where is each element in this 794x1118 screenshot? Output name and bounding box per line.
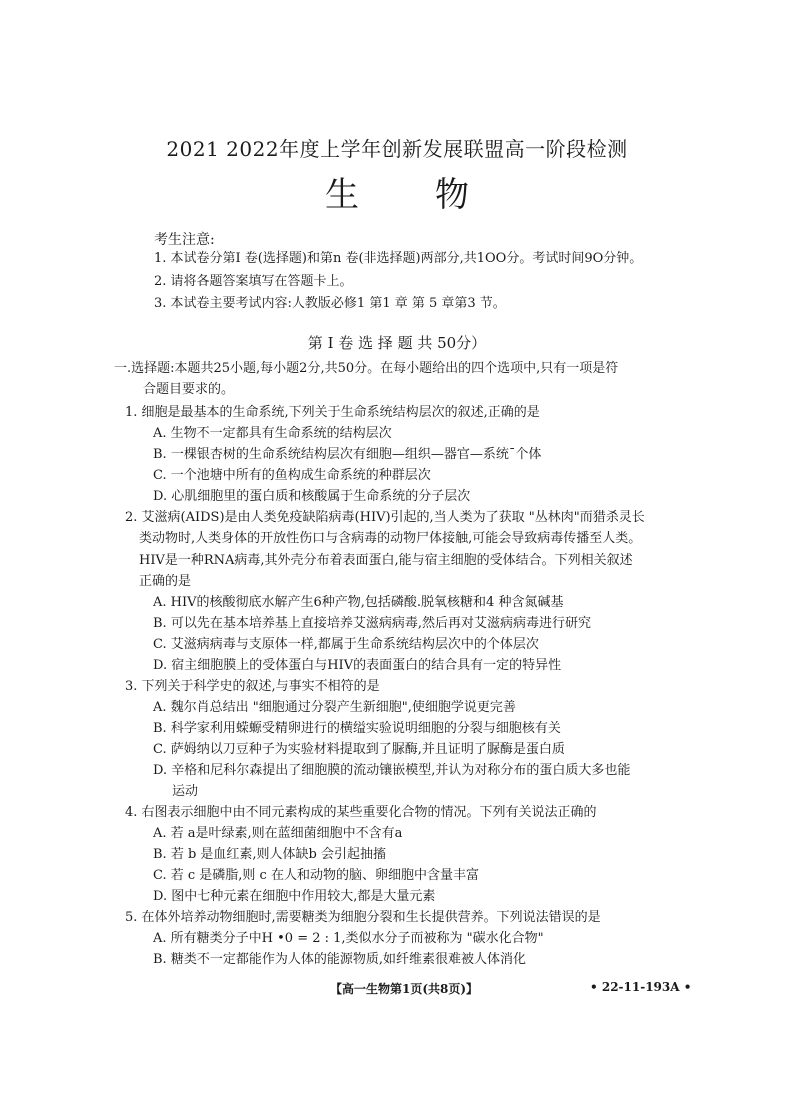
section-instructions: 合题目要求的。 (143, 382, 235, 397)
question-stem: 正确的是 (139, 574, 192, 589)
answer-option: 运动 (172, 784, 199, 799)
subject-char: 物 (435, 175, 469, 215)
answer-option: D. 图中七种元素在细胞中作用较大,都是大量元素 (153, 889, 436, 904)
notice-heading: 考生注意: (154, 232, 215, 248)
exam-title: 2021 2022年度上学年创新发展联盟高一阶段检测 (166, 137, 628, 161)
document-code: • 22-11-193A • (590, 980, 692, 994)
page-footer: 【高一生物第1页(共8页)】 (330, 982, 479, 996)
question-stem: 2. 艾滋病(AIDS)是由人类免疫缺陷病毒(HIV)引起的,当人类为了获取 "丛林肉"而猎杀灵长 (125, 510, 645, 525)
answer-option: B. 一棵银杏树的生命系统结构层次有细胞—组织—器官—系统¯个体 (153, 447, 542, 462)
subject-char: 生 (325, 175, 359, 215)
notice-item: 1. 本试卷分第I 卷(选择题)和第n 卷(非选择题)两部分,共1OO分。考试时间9O分钟。 (154, 251, 643, 266)
answer-option: A. 生物不一定都具有生命系统的结构层次 (153, 426, 392, 441)
answer-option: C. 若 c 是磷脂,则 c 在人和动物的脑、卵细胞中含量丰富 (153, 868, 479, 883)
answer-option: C. 艾滋病病毒与支原体一样,都属于生命系统结构层次中的个体层次 (153, 637, 539, 652)
answer-option: B. 可以先在基本培养基上直接培养艾滋病病毒,然后再对艾滋病病毒进行研究 (153, 616, 591, 631)
question-stem: 4. 右图表示细胞中由不同元素构成的某些重要化合物的情况。下列有关说法正确的 (125, 805, 597, 820)
notice-item: 2. 请将各题答案填写在答题卡上。 (154, 274, 353, 289)
question-stem: 3. 下列关于科学史的叙述,与事实不相符的是 (125, 679, 380, 694)
answer-option: A. 魏尔肖总结出 "细胞通过分裂产生新细胞",使细胞学说更完善 (153, 700, 516, 715)
answer-option: A. 所有糖类分子中H •0 = 2 : 1,类似水分子而被称为 "碳水化合物" (153, 931, 544, 946)
answer-option: B. 糖类不一定都能作为人体的能源物质,如纤维素很难被人体消化 (153, 952, 526, 967)
answer-option: B. 科学家利用蝾螈受精卵进行的横缢实验说明细胞的分裂与细胞核有关 (153, 721, 561, 736)
question-stem: 类动物时,人类身体的开放性伤口与含病毒的动物尸体接触,可能会导致病毒传播至人类。 (139, 531, 642, 546)
section-heading: 第 I 卷 选 择 题 共 50分） (307, 334, 487, 352)
answer-option: B. 若 b 是血红素,则人体缺b 会引起抽搐 (153, 847, 386, 862)
question-stem: 5. 在体外培养动物细胞时,需要糖类为细胞分裂和生长提供营养。下列说法错误的是 (125, 910, 601, 925)
subject-title (0, 167, 794, 216)
answer-option: A. 若 a是叶绿素,则在蓝细菌细胞中不含有a (153, 826, 403, 841)
section-instructions: 一.选择题:本题共25小题,每小题2分,共50分。在每小题给出的四个选项中,只有一项是符 (114, 361, 619, 376)
notice-item: 3. 本试卷主要考试内容:人教版必修1 第1 章 第 5 章第3 节。 (154, 296, 506, 311)
answer-option: D. 心肌细胞里的蛋白质和核酸属于生命系统的分子层次 (153, 489, 471, 504)
question-stem: HIV是一种RNA病毒,其外壳分布着表面蛋白,能与宿主细胞的受体结合。下列相关叙述 (139, 553, 633, 568)
answer-option: C. 一个池塘中所有的鱼构成生命系统的种群层次 (153, 468, 431, 483)
answer-option: C. 萨姆纳以刀豆种子为实验材料提取到了脲酶,并且证明了脲酶是蛋白质 (153, 742, 565, 757)
answer-option: D. 辛格和尼科尔森提出了细胞膜的流动镶嵌模型,并认为对称分布的蛋白质大多也能 (153, 763, 631, 778)
answer-option: A. HIV的核酸彻底水解产生6种产物,包括磷酸.脱氧核糖和4 种含氮碱基 (153, 595, 564, 610)
answer-option: D. 宿主细胞膜上的受体蛋白与HIV的表面蛋白的结合具有一定的特异性 (153, 658, 562, 673)
question-stem: 1. 细胞是最基本的生命系统,下列关于生命系统结构层次的叙述,正确的是 (125, 405, 540, 420)
